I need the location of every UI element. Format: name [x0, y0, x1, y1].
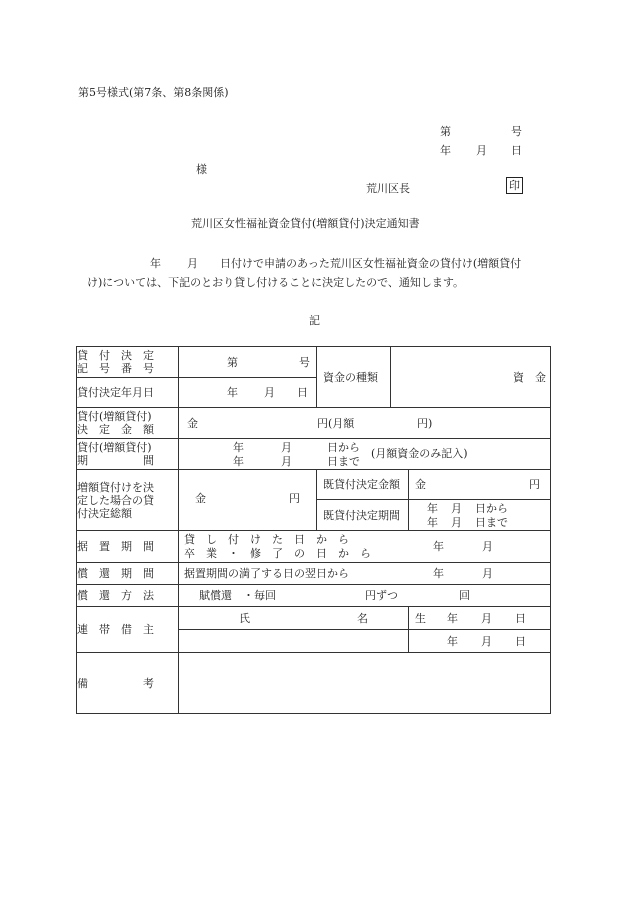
kin-text: 金: [195, 492, 206, 505]
body-line1-tsuki: 月: [187, 257, 198, 270]
tsuki-text: 月: [482, 567, 493, 580]
nen-text: 年: [427, 516, 438, 529]
row-kikan: [77, 439, 551, 470]
label-shokan-kikan: 償 還 期 間: [77, 563, 179, 585]
label-kisei-period: 既貸付決定期間: [317, 500, 409, 531]
suechi-line2: 卒 業 ・ 修 了 の 日 か ら: [184, 547, 371, 560]
tsuki-text: 月: [482, 540, 493, 553]
label-suechi: 据 置 期 間: [77, 531, 179, 563]
en-text: 円: [529, 478, 540, 491]
hi-text: 日: [515, 635, 526, 648]
tsuki-text: 月: [281, 455, 292, 468]
body-line1-text: 日付けで申請のあった荒川区女性福祉資金の貸付け(増額貸付: [220, 257, 522, 270]
value-kisei-period: [409, 500, 551, 531]
nen-text: 年: [447, 612, 458, 625]
go-text: 号: [299, 356, 310, 369]
doc-number-dai: 第: [440, 125, 451, 138]
sei-text: 生: [415, 612, 426, 625]
row-shokan-kikan: [77, 563, 551, 585]
kin-text: 金: [415, 478, 426, 491]
tsuki-text: 月: [264, 386, 275, 399]
value-kisei-amount: [409, 470, 551, 500]
label-line: 貸付(増額貸付): [77, 441, 152, 454]
tsuki-text: 月: [481, 635, 492, 648]
label-line: 定した場合の貸: [77, 493, 154, 507]
label-kikan: [77, 439, 179, 470]
mei-text: 名: [357, 612, 368, 625]
nen-text: 年: [227, 386, 238, 399]
body-line1-nen: 年: [150, 257, 161, 270]
en-text: 円): [417, 417, 433, 430]
rentai-birth-header: [409, 607, 551, 630]
hi-text: 日: [297, 386, 308, 399]
tsuki-text: 月: [451, 516, 462, 529]
label-rentai: 連 帯 借 主: [77, 607, 179, 653]
tsuki-text: 月: [281, 441, 292, 454]
rentai-name-value: [179, 630, 409, 653]
tsuki-text: 月: [451, 502, 462, 515]
himade-text: 日まで: [327, 455, 360, 468]
row-bikou: [77, 653, 551, 714]
shi-text: 氏: [239, 612, 250, 625]
nen-text: 年: [427, 502, 438, 515]
monthly-note-text: (月額資金のみ記入): [371, 447, 468, 460]
shokan-kikan-text: 据置期間の満了する日の翌日から: [184, 567, 349, 580]
kin-text: 金: [187, 417, 198, 430]
label-shikin-shurui: 資金の種類: [317, 347, 391, 408]
nen-text: 年: [433, 567, 444, 580]
label-line: 記 号 番 号: [77, 362, 154, 375]
hikara-text: 日から: [475, 502, 508, 515]
value-bikou: [179, 653, 551, 714]
row-zougaku-total-a: [77, 470, 551, 500]
row-shokan-houhou: [77, 585, 551, 607]
en-text: 円: [289, 492, 300, 505]
value-kigo-bango: [179, 347, 317, 378]
nen-text: 年: [233, 441, 244, 454]
date-hi: 日: [511, 144, 522, 157]
row-rentai-a: [77, 607, 551, 630]
label-line: 貸付(増額貸付): [77, 410, 152, 423]
issuer-name: 荒川区長: [366, 182, 410, 195]
nen-text: 年: [233, 455, 244, 468]
monthly-amount-text: 円(月額: [317, 417, 355, 430]
body-line2-text: け)については、下記のとおり貸し付けることに決定したので、通知します。: [87, 276, 464, 289]
suechi-line1: 貸 し 付 け た 日 か ら: [184, 533, 349, 546]
value-kikan: [179, 439, 551, 470]
value-kettei-amount: [179, 408, 551, 439]
seal-mark: 印: [506, 177, 523, 194]
decision-table: [76, 346, 551, 714]
nen-text: 年: [447, 635, 458, 648]
label-kisei-amount: 既貸付決定金額: [317, 470, 409, 500]
value-kettei-date: [179, 378, 317, 408]
value-suechi: [179, 531, 551, 563]
label-kettei-date: 貸付決定年月日: [77, 378, 179, 408]
rentai-birth-value: [409, 630, 551, 653]
row-kigo-bango: [77, 347, 551, 378]
row-kettei-amount: [77, 408, 551, 439]
value-zougaku-total: [179, 470, 317, 531]
label-line: 期 間: [77, 454, 154, 467]
ki-heading: 記: [309, 314, 320, 327]
enzutsu-text: 円ずつ: [365, 589, 398, 602]
document-title: 荒川区女性福祉資金貸付(増額貸付)決定通知書: [191, 217, 420, 230]
hi-text: 日: [515, 612, 526, 625]
himade-text: 日まで: [475, 516, 508, 529]
dai-text: 第: [227, 356, 238, 369]
label-kettei-amount: [77, 408, 179, 439]
label-line: 付決定総額: [77, 506, 132, 520]
label-line: 決 定 金 額: [77, 423, 154, 436]
date-nen: 年: [440, 144, 451, 157]
label-kigo-bango: [77, 347, 179, 378]
nen-text: 年: [433, 540, 444, 553]
hikara-text: 日から: [327, 441, 360, 454]
tsuki-text: 月: [481, 612, 492, 625]
date-tsuki: 月: [476, 144, 487, 157]
label-zougaku-total: [77, 470, 179, 531]
rentai-name-header: [179, 607, 409, 630]
form-number: 第5号様式(第7条、第8条関係): [78, 86, 229, 99]
doc-number-go: 号: [511, 125, 522, 138]
shikin-text: 資 金: [513, 371, 546, 384]
label-line: 増額貸付けを決: [77, 480, 154, 494]
fushokan-text: 賦償還 ・毎回: [199, 589, 276, 602]
row-suechi: [77, 531, 551, 563]
value-shokan-kikan: [179, 563, 551, 585]
kai-text: 回: [459, 589, 470, 602]
label-line: 貸 付 決 定: [77, 349, 154, 362]
value-shokan-houhou: [179, 585, 551, 607]
label-shokan-houhou: 償 還 方 法: [77, 585, 179, 607]
addressee-sama: 様: [196, 163, 207, 176]
label-bikou: 備 考: [77, 653, 179, 714]
value-shikin-shurui: [391, 347, 551, 408]
